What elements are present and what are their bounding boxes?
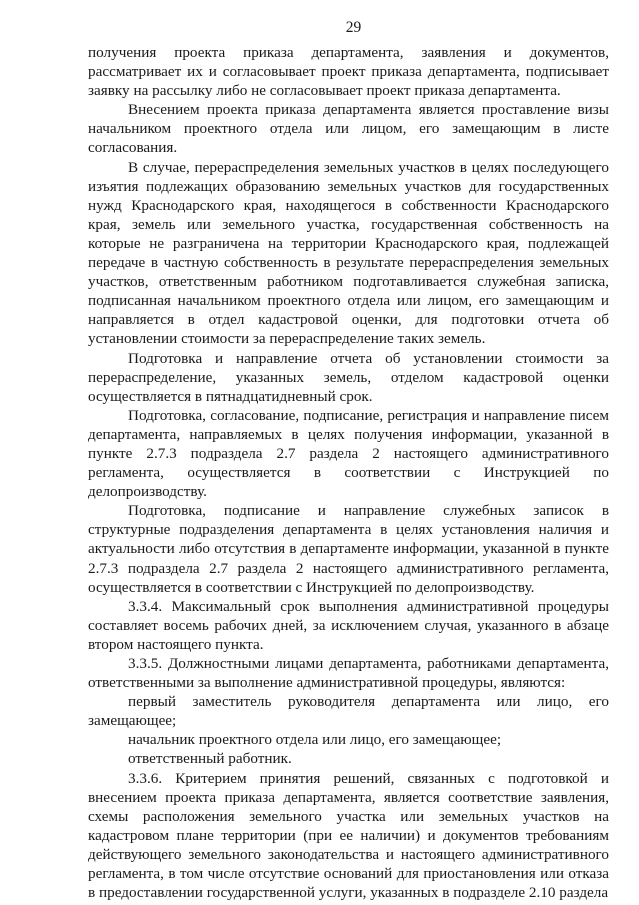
paragraph-7: 3.3.4. Максимальный срок выполнения административной процедуры составляет восемь рабочих дней, за исключением случая, указанного в абзаце втором настоящего пункта.: [88, 597, 609, 653]
document-page: [88, 18, 609, 902]
paragraph-5: Подготовка, согласование, подписание, регистрация и направление писем департамента, направляемых в целях получения информации, указанной в пункте 2.7.3 подраздела 2.7 раздела 2 настоящего административного регламента, осуществляется в соответствии с Инструкцией по делопроизводству.: [88, 406, 609, 501]
paragraph-8: 3.3.5. Должностными лицами департамента, работниками департамента, ответственными за выполнение административной процедуры, являются:: [88, 655, 609, 692]
paragraph-9: первый заместитель руководителя департамента или лицо, его замещающее;: [88, 693, 609, 730]
paragraph-12: 3.3.6. Критерием принятия решений, связанных с подготовкой и внесением проекта приказа департамента, является соответствие заявления, схемы расположения земельного участка или земельных участков на кадастровом плане территории (при ее наличии) и документов требованиям действующего земельного законодательства и настоящего административного регламента, в том числе отсутствие оснований для приостановления или отказа в предоставлении государственной услуги, указанных в подразделе 2.10 раздела: [88, 769, 609, 902]
paragraph-6: Подготовка, подписание и направление служебных записок в структурные подразделения департамента в целях установления наличия и актуальности либо отсутствия в департаменте информации, указанной в пункте 2.7.3 подраздела 2.7 раздела 2 настоящего административного регламента, осуществляется в соответствии с Инструкцией по делопроизводству.: [88, 502, 609, 596]
paragraph-2: Внесением проекта приказа департамента является проставление визы начальником проектного отдела или лицом, его замещающим в листе согласования.: [88, 101, 609, 157]
page-number: 29: [345, 19, 362, 36]
paragraph-11: ответственный работник.: [128, 750, 292, 768]
paragraph-3: В случае, перераспределения земельных участков в целях последующего изъятия подлежащих образованию земельных участков для государственных нужд Краснодарского края, находящегося в собственности Краснодарского края, земель или земельного участка, государственная собственность на которые не разграничена на территории Краснодарского края, подлежащей передаче в частную собственность в результате перераспределения земельных участков, ответственным работником подготавливается служебная записка, подписанная начальником проектного отдела или лицом, его замещающим и направляется в отдел кадастровой оценки, для подготовки отчета об установлении стоимости за перераспределение таких земель.: [88, 158, 609, 348]
paragraph-4: Подготовка и направление отчета об установлении стоимости за перераспределение, указанных земель, отделом кадастровой оценки осуществляется в пятнадцатидневный срок.: [88, 349, 609, 405]
paragraph-10: начальник проектного отдела или лицо, его замещающее;: [128, 731, 502, 749]
document-body: [88, 43, 609, 902]
paragraph-1: получения проекта приказа департамента, заявления и документов, рассматривает их и согласовывает проект приказа департамента, подписывает заявку на рассылку либо не согласовывает проект приказа департамента.: [88, 44, 609, 100]
